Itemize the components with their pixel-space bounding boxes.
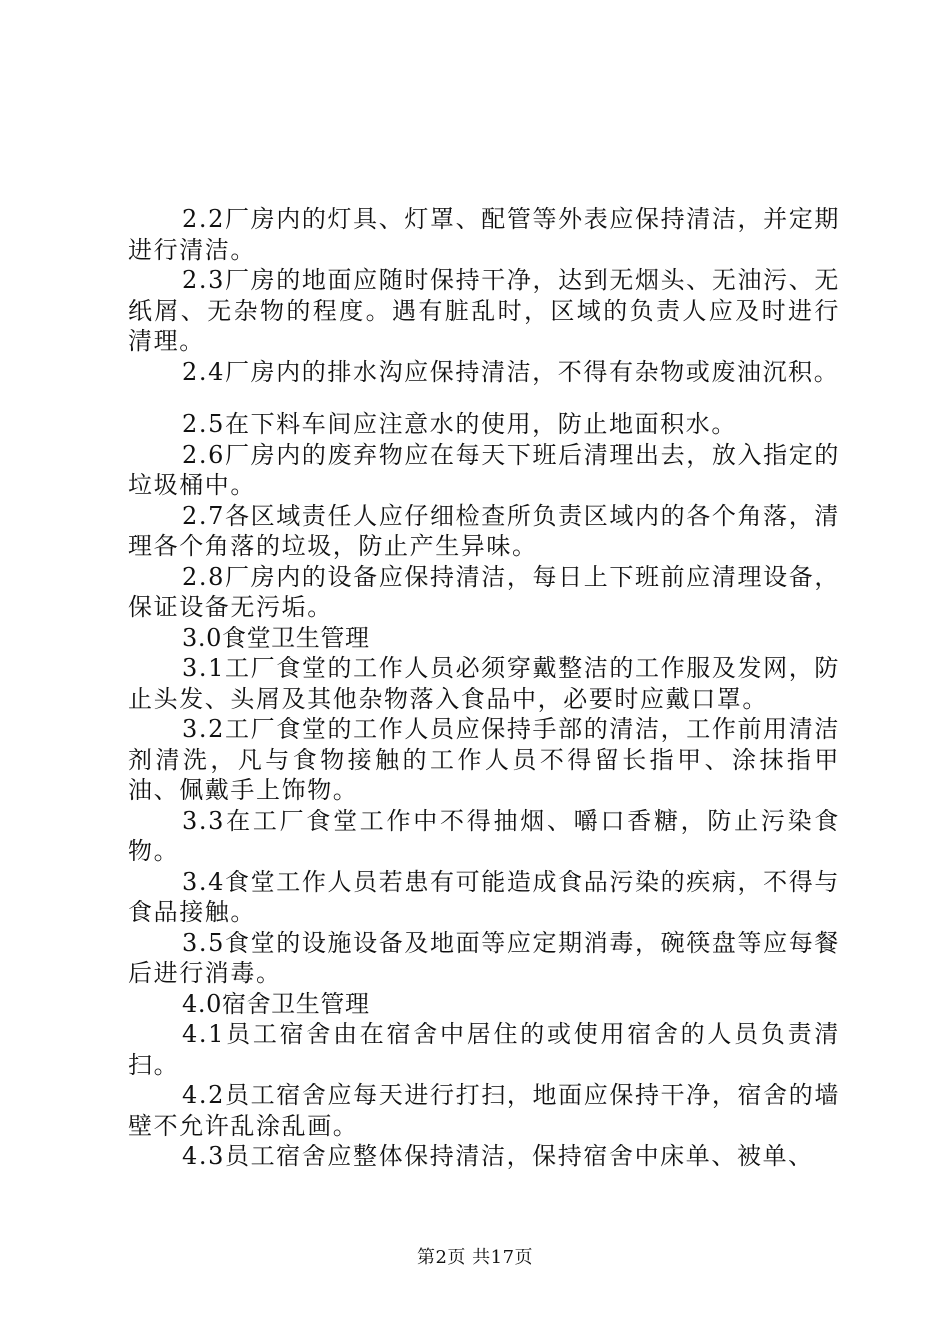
paragraph-2-4: 2.4厂房内的排水沟应保持清洁，不得有杂物或废油沉积。 (182, 357, 840, 386)
paragraph-4-2: 4.2员工宿舍应每天进行打扫，地面应保持干净，宿舍的墙壁不允许乱涂乱画。 (128, 1081, 840, 1140)
paragraph-2-6: 2.6厂房内的废弃物应在每天下班后清理出去，放入指定的垃圾桶中。 (128, 440, 840, 499)
paragraph-2-3: 2.3厂房的地面应随时保持干净，达到无烟头、无油污、无纸屑、无杂物的程度。遇有脏乱时，区域的负责人应及时进行清理。 (128, 266, 840, 355)
paragraph-3-1: 3.1工厂食堂的工作人员必须穿戴整洁的工作服及发网，防止头发、头屑及其他杂物落入食品中，必要时应戴口罩。 (128, 654, 840, 713)
paragraph-2-5: 2.5在下料车间应注意水的使用，防止地面积水。 (182, 410, 737, 438)
paragraph-2-8: 2.8厂房内的设备应保持清洁，每日上下班前应清理设备，保证设备无污垢。 (128, 562, 840, 621)
paragraph-2-2: 2.2厂房内的灯具、灯罩、配管等外表应保持清洁，并定期进行清洁。 (128, 205, 840, 264)
paragraph-3-5: 3.5食堂的设施设备及地面等应定期消毒，碗筷盘等应每餐后进行消毒。 (128, 928, 840, 987)
page-number-footer: 第2页 共17页 (416, 1247, 534, 1268)
document-body (128, 204, 840, 1172)
paragraph-2-7: 2.7各区域责任人应仔细检查所负责区域内的各个角落，清理各个角落的垃圾，防止产生异味。 (128, 501, 840, 560)
paragraph-4-1: 4.1员工宿舍由在宿舍中居住的或使用宿舍的人员负责清扫。 (128, 1020, 840, 1079)
section-heading-dormitory: 4.0宿舍卫生管理 (182, 989, 370, 1018)
paragraph-3-2: 3.2工厂食堂的工作人员应保持手部的清洁，工作前用清洁剂清洗，凡与食物接触的工作人员不得留长指甲、涂抹指甲油、佩戴手上饰物。 (128, 715, 840, 804)
paragraph-3-3: 3.3在工厂食堂工作中不得抽烟、嚼口香糖，防止污染食物。 (128, 806, 840, 865)
paragraph-3-4: 3.4食堂工作人员若患有可能造成食品污染的疾病，不得与食品接触。 (128, 867, 840, 926)
paragraph-4-3: 4.3员工宿舍应整体保持清洁，保持宿舍中床单、被单、 (182, 1142, 814, 1170)
section-heading-canteen: 3.0食堂卫生管理 (182, 623, 370, 652)
